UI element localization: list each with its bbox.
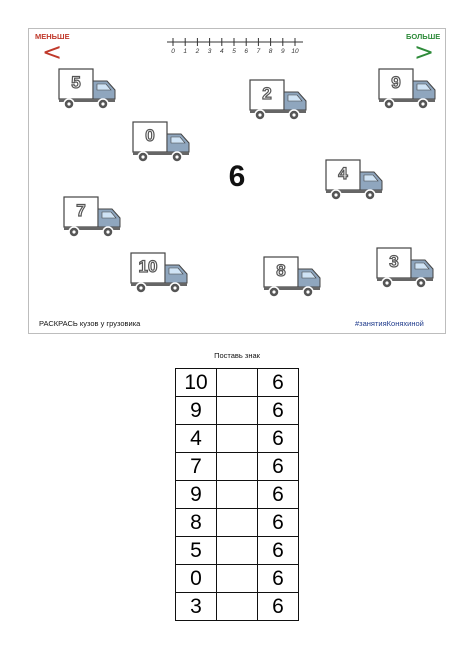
truck[interactable] [62,196,124,240]
truck-number: 9 [391,73,401,92]
truck[interactable] [324,159,386,203]
truck-number: 4 [338,164,348,183]
truck[interactable] [57,68,119,112]
sign-cell[interactable] [217,537,258,565]
less-label: МЕНЬШЕ [35,32,70,41]
hashtag-text: #занятияКоняхиной [355,319,424,328]
number-line-tick-label: 7 [256,48,261,54]
left-number: 0 [176,565,217,593]
number-line-tick-label: 10 [291,48,299,54]
sign-cell[interactable] [217,481,258,509]
number-line-tick-label: 9 [280,48,285,54]
truck[interactable] [375,247,437,291]
truck[interactable] [129,252,191,296]
sign-cell[interactable] [217,509,258,537]
number-line-tick-label: 3 [207,48,212,54]
right-number: 6 [258,369,299,397]
sign-cell[interactable] [217,565,258,593]
truck-number: 7 [76,201,86,220]
comparison-row [176,565,299,593]
truck-number: 3 [389,252,399,271]
truck[interactable] [248,79,310,123]
worksheet-caption: Поставь знак [214,351,260,360]
sign-cell[interactable] [217,397,258,425]
right-number: 6 [258,593,299,621]
truck-number: 0 [145,126,155,145]
comparison-table [175,368,299,621]
right-number: 6 [258,537,299,565]
left-number: 9 [176,397,217,425]
left-number: 5 [176,537,217,565]
right-number: 6 [258,565,299,593]
truck[interactable] [262,256,324,300]
sign-cell[interactable] [217,593,258,621]
number-line-tick-label: 1 [183,48,188,54]
comparison-row [176,453,299,481]
truck-number: 5 [71,73,81,92]
instruction-text: РАСКРАСЬ кузов у грузовика [39,319,141,328]
left-number: 8 [176,509,217,537]
comparison-row [176,397,299,425]
right-number: 6 [258,453,299,481]
right-number: 6 [258,425,299,453]
target-number: 6 [228,160,246,193]
comparison-row [176,537,299,565]
number-line-tick-label: 2 [195,48,200,54]
truck-number: 8 [276,261,286,280]
truck-number: 2 [262,84,272,103]
comparison-row [176,509,299,537]
right-number: 6 [258,481,299,509]
number-line-tick-label: 8 [268,48,273,54]
number-line-tick-label: 6 [244,48,249,54]
sign-cell[interactable] [217,425,258,453]
right-number: 6 [258,509,299,537]
sign-cell[interactable] [217,453,258,481]
number-line [165,36,305,54]
truck[interactable] [131,121,193,165]
less-than-icon: < [42,38,63,66]
comparison-row [176,593,299,621]
sign-cell[interactable] [217,369,258,397]
number-line-tick-label: 0 [171,48,175,54]
left-number: 3 [176,593,217,621]
left-number: 7 [176,453,217,481]
comparison-row [176,481,299,509]
truck[interactable] [377,68,439,112]
number-line-tick-label: 5 [232,48,236,54]
right-number: 6 [258,397,299,425]
comparison-row [176,425,299,453]
left-number: 10 [176,369,217,397]
more-label: БОЛЬШЕ [406,32,441,41]
truck-number: 10 [138,257,158,276]
greater-than-icon: > [414,38,435,66]
comparison-row [176,369,299,397]
left-number: 9 [176,481,217,509]
left-number: 4 [176,425,217,453]
number-line-tick-label: 4 [219,48,224,54]
